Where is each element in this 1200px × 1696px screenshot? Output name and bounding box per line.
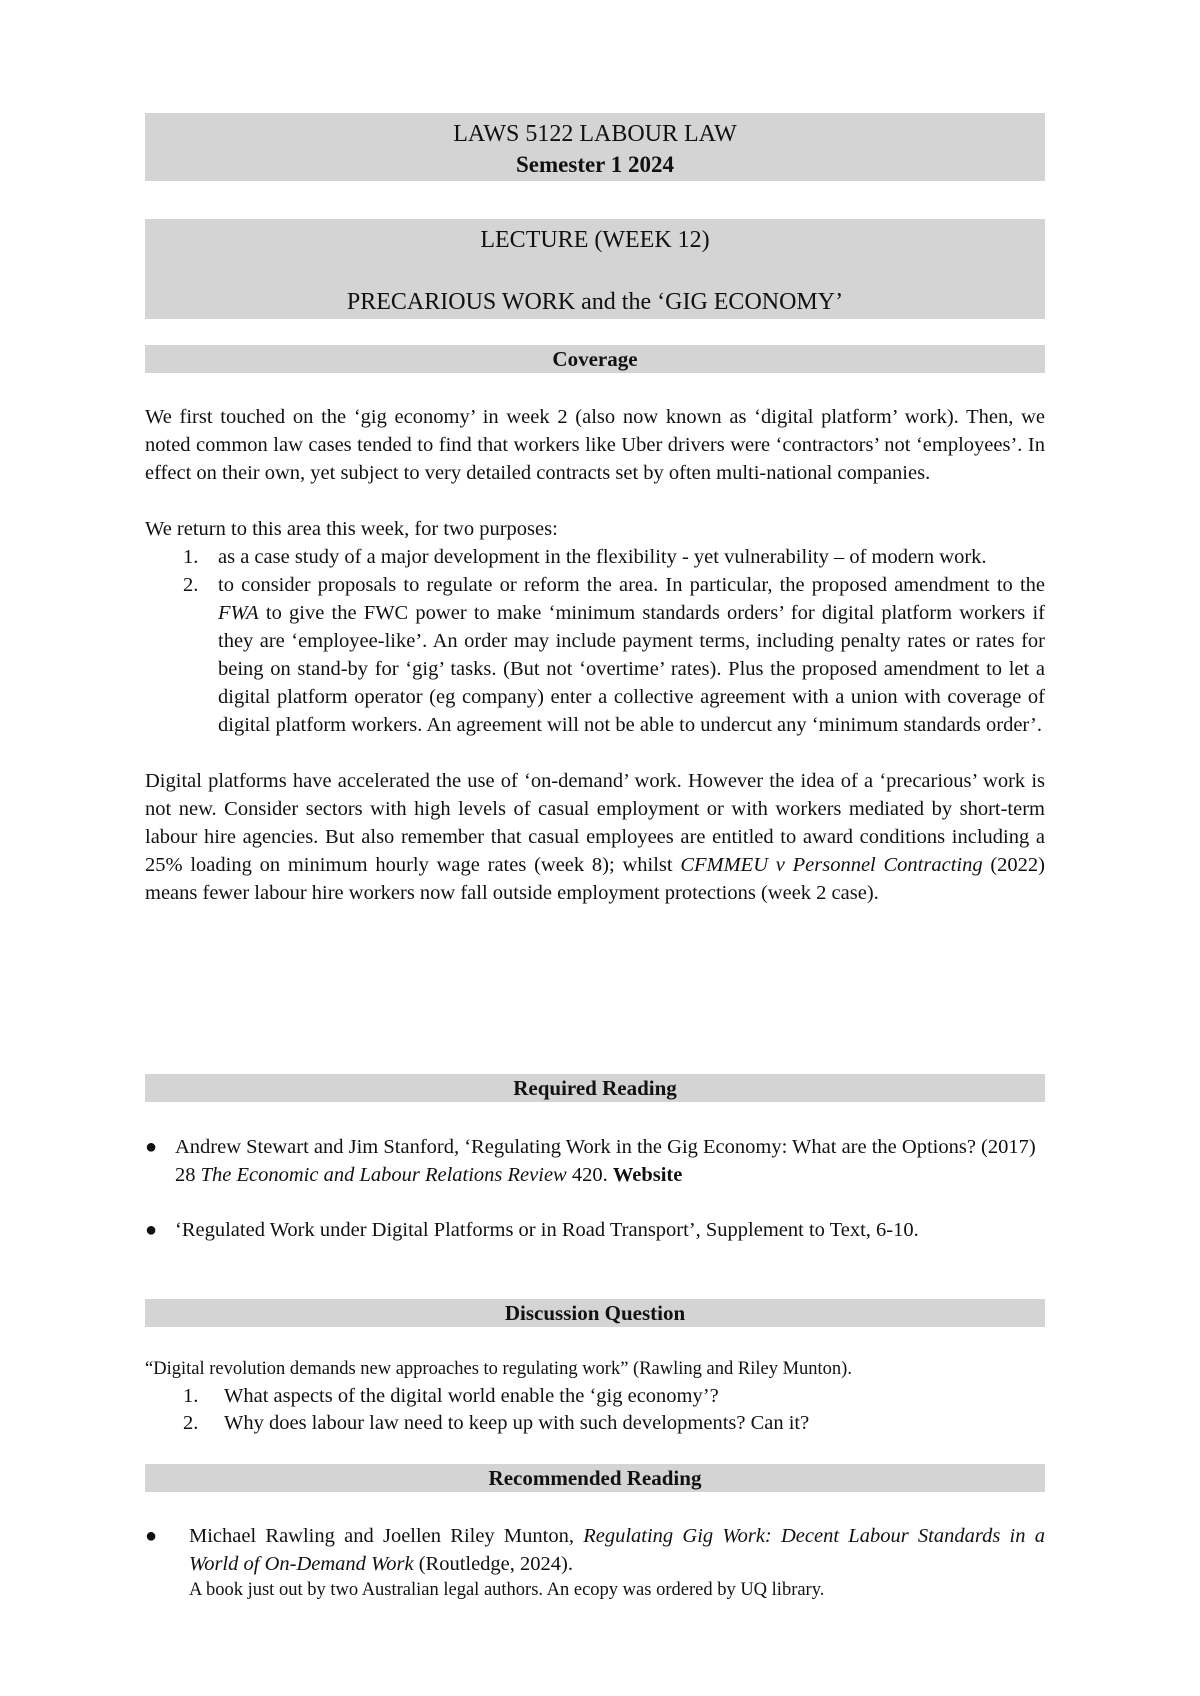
website-link[interactable]: Website [612,1164,683,1186]
book-title: Regulating Gig Work: Decent Labour Standards in a World of On-Demand Work [189,1525,1045,1575]
discussion-questions [145,1383,1045,1437]
purpose-item [145,571,1045,739]
discussion-heading: Discussion Question [145,1299,1045,1327]
question-item [145,1410,1045,1437]
required-reading-section [145,1133,1045,1244]
case-name: CFMMEU v Personnel Contracting [680,854,983,876]
list-number: 1. [183,546,199,568]
question-item [145,1383,1045,1410]
list-item [145,1133,1045,1189]
purpose-item-text: as a case study of a major development in the flexibility - yet vulnerability – of modern work. [218,546,987,568]
paragraph-text-cont: (2022) means fewer labour hire workers now fall outside employment protections (week 2 case). [145,854,1046,904]
required-reading-heading: Required Reading [145,1074,1045,1102]
purposes-list [145,543,1045,739]
reading-text: Andrew Stewart and Jim Stanford, ‘Regulating Work in the Gig Economy: What are the Options? (2017) 28 [175,1136,1036,1186]
coverage-paragraph-2-intro: We return to this area this week, for two purposes: [145,518,558,540]
recommended-reading-heading: Recommended Reading [145,1464,1045,1492]
list-item [145,1216,1045,1244]
reading-note: A book just out by two Australian legal authors. An ecopy was ordered by UQ library. [189,1580,825,1600]
purpose-item-text: to consider proposals to regulate or reform the area. In particular, the proposed amendment to the [218,574,1045,596]
fwa-abbreviation: FWA [218,602,259,624]
coverage-paragraph-1: We first touched on the ‘gig economy’ in week 2 (also now known as ‘digital platform’ work). Then, we noted common law cases tended to find that workers like Uber drivers were ‘contractors’ not ‘employees’. In effect on their own, yet subject to very detailed contracts set by often multi-national companies. [145,406,1045,484]
lecture-label: LECTURE (WEEK 12) [480,227,710,253]
reading-text-cont: 420. [566,1164,613,1186]
coverage-heading: Coverage [145,345,1045,373]
paragraph-text: Digital platforms have accelerated the use of ‘on-demand’ work. However the idea of a ‘precarious’ work is not new. Consider sectors with high levels of casual employment or with workers mediated by short-term labour hire agencies. But also remember that casual employees are entitled to award conditions including a 25% loading on minimum hourly wage rates (week 8); whilst [145,770,1045,876]
lecture-topic: PRECARIOUS WORK and the ‘GIG ECONOMY’ [346,289,844,315]
journal-title: The Economic and Labour Relations Review [200,1164,567,1186]
bullet-icon: ● [145,1525,158,1547]
lecture-header [145,219,1045,319]
discussion-section [145,1356,1045,1437]
course-title: LAWS 5122 LABOUR LAW [453,121,737,147]
list-number: 2. [183,574,199,596]
coverage-section [145,403,1045,907]
reading-text: Michael Rawling and Joellen Riley Munton, [189,1525,584,1547]
question-text: What aspects of the digital world enable the ‘gig economy’? [224,1385,719,1407]
coverage-paragraph-3 [145,767,1045,907]
reading-text: ‘Regulated Work under Digital Platforms or in Road Transport’, Supplement to Text, 6-10. [175,1219,919,1241]
purpose-item-text-cont: to give the FWC power to make ‘minimum standards orders’ for digital platform workers if they are ‘employee-like’. An order may include payment terms, including penalty rates or rates for being on stand-by for ‘gig’ tasks. (But not ‘overtime’ rates). Plus the proposed amendment to let a digital platform operator (eg company) enter a collective agreement with a union with coverage of digital platform workers. An agreement will not be able to undercut any ‘minimum standards order’. [218,602,1045,736]
recommended-reading-list [145,1522,1045,1602]
reading-text-cont: (Routledge, 2024). [413,1553,573,1575]
question-text: Why does labour law need to keep up with such developments? Can it? [224,1412,810,1434]
purpose-item [145,543,1045,571]
semester-label: Semester 1 2024 [516,152,674,177]
course-header [145,113,1045,181]
bullet-icon: ● [145,1219,158,1241]
required-reading-list [145,1133,1045,1244]
list-item [145,1522,1045,1602]
bullet-icon: ● [145,1136,158,1158]
discussion-quote: “Digital revolution demands new approaches to regulating work” (Rawling and Riley Munton). [145,1359,852,1379]
recommended-reading-section [145,1522,1045,1602]
list-number: 2. [183,1412,199,1434]
list-number: 1. [183,1385,199,1407]
